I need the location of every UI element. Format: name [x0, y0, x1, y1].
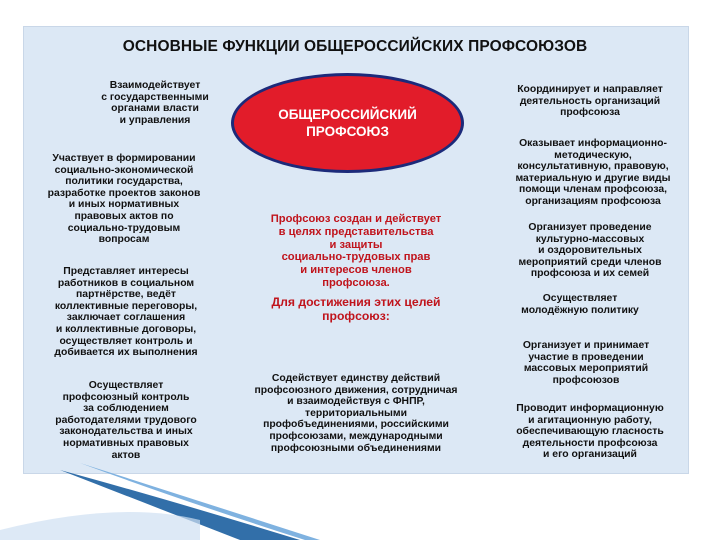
text-line: работодателями трудового	[55, 414, 197, 426]
text-line: Участвует в формировании	[52, 153, 196, 164]
text-line: помощи членам профсоюза,	[518, 184, 668, 196]
text-line: методическую,	[554, 149, 632, 161]
text-line: профсоюзными объединениями	[270, 442, 442, 454]
text-line: профсоюзного движения, сотрудничая	[254, 384, 458, 396]
text-line: мероприятий среди членов	[518, 256, 662, 268]
text-line: Организует и принимает	[522, 340, 650, 351]
text-line: культурно-массовых	[535, 233, 645, 245]
text-line: социально-трудовым	[67, 222, 181, 234]
text-line: Представляет интересы	[63, 266, 189, 277]
text-line: вопросам	[98, 234, 150, 246]
text-line: участие в проведении	[528, 351, 644, 363]
text-line: в целях представительства	[278, 225, 434, 238]
text-line: Содействует единству действий	[271, 373, 441, 384]
text-line: обеспечивающую гласность	[516, 426, 664, 438]
text-line: консультативную, правовую,	[517, 161, 669, 173]
text-line: материальную и другие виды	[515, 172, 671, 184]
ellipse-line-1: ОБЩЕРОССИЙСКИЙ	[278, 107, 417, 122]
text-line: профсоюзов	[552, 374, 620, 386]
text-line: и взаимодействуя с ФНПР,	[287, 396, 425, 408]
text-line: коллективные переговоры,	[54, 300, 198, 312]
text-line: Для достижения этих целей	[271, 295, 441, 309]
text-line: осуществляет контроль и	[59, 335, 193, 347]
text-line: профсоюза.	[322, 276, 390, 289]
text-line: Профсоюз создан и действует	[270, 213, 442, 225]
diagram-title: ОСНОВНЫЕ ФУНКЦИИ ОБЩЕРОССИЙСКИХ ПРОФСОЮЗОВ	[122, 38, 588, 55]
text-line: деятельность организаций	[519, 95, 661, 107]
text-line: профсоюза и их семей	[530, 268, 650, 280]
text-line: Организует проведение	[528, 222, 652, 233]
text-line: и иных нормативных	[68, 199, 180, 211]
text-line: работников в социальном	[57, 277, 195, 289]
text-line: актов	[111, 449, 141, 461]
text-line: социально-экономической	[54, 164, 194, 176]
text-line: профсоюзный контроль	[62, 391, 190, 403]
text-line: профсоюз:	[322, 309, 390, 323]
text-line: социально-трудовых прав	[281, 251, 431, 264]
text-line: за соблюдением	[83, 403, 169, 415]
text-line: массовых мероприятий	[523, 363, 649, 375]
text-line: и его организаций	[543, 449, 637, 461]
text-line: правовых актов по	[74, 210, 174, 222]
text-line: Оказывает информационно-	[519, 138, 667, 149]
swoosh-base	[0, 512, 200, 540]
text-line: Осуществляет	[88, 380, 164, 391]
text-line: разработке проектов законов	[47, 187, 201, 199]
text-line: Проводит информационную	[516, 403, 664, 414]
text-line: организациям профсоюза	[525, 195, 661, 207]
text-line: деятельности профсоюза	[522, 437, 658, 449]
text-line: заключает соглашения	[66, 312, 186, 324]
text-line: и агитационную работу,	[528, 414, 652, 426]
text-line: нормативных правовых	[63, 437, 189, 449]
text-line: молодёжную политику	[521, 304, 639, 316]
text-line: органами власти	[111, 103, 199, 115]
text-line: партнёрстве, ведёт	[76, 289, 176, 301]
text-line: политики государства,	[65, 176, 183, 188]
text-line: и управления	[119, 114, 191, 126]
text-line: Координирует и направляет	[517, 84, 663, 95]
text-line: территориальными	[305, 407, 407, 419]
text-line: законодательства и иных	[59, 426, 193, 438]
text-line: Взаимодействует	[109, 80, 201, 91]
ellipse-line-2: ПРОФСОЮЗ	[306, 124, 389, 139]
text-line: профобъединениями, российскими	[263, 419, 449, 431]
text-line: профсоюзами, международными	[269, 430, 443, 442]
text-line: и коллективные договоры,	[55, 323, 197, 335]
text-line: Осуществляет	[542, 293, 618, 304]
text-line: профсоюза	[560, 107, 620, 119]
text-line: добивается их выполнения	[54, 347, 198, 359]
text-line: и интересов членов	[300, 264, 412, 277]
text-line: и оздоровительных	[538, 245, 642, 257]
text-line: с государственными	[101, 91, 209, 103]
text-line: и защиты	[329, 238, 383, 251]
